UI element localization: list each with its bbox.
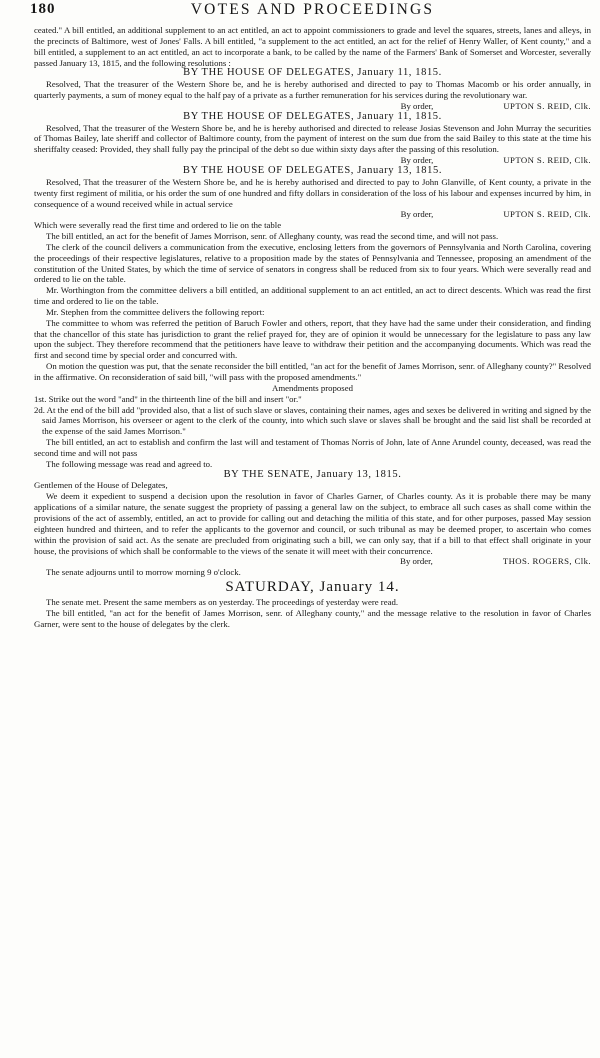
by-order-label: By order, [400, 556, 433, 567]
paragraph: On motion the question was put, that the senate reconsider the bill entitled, "an act for the benefit of James Morrison, senr. of Alleghany county?" Resolved in the affirmative. On reconsideration of said bill, "will pass with the proposed amendments." [34, 361, 591, 382]
paragraph: The committee to whom was referred the petition of Baruch Fowler and others, report, that they have had the same under their consideration, and finding that the chancellor of this state has jurisdiction to grant the relief prayed for, they are of opinion it would be unnecessary for the legislature to pass any law upon the subject. They therefore recommend that the petitioners have leave to withdraw their petition and the accompanying documents. Which was read the first and second time by special order and concurred with. [34, 317, 591, 361]
paragraph: The bill entitled, an act for the benefit of James Morrison, senr. of Alleghany county, was read the second time, and will not pass. [46, 231, 499, 242]
paragraph: The following message was read and agreed to. [46, 458, 213, 469]
paragraph: The senate met. Present the same members as on yesterday. The proceedings of yesterday were read. [46, 597, 399, 608]
amendment-item: 2d. At the end of the bill add "provided also, that a list of such slave or slaves, containing their names, ages and sexes be delivered in writing and signed by the said James Morrison, his overseer or agent to the clerk of the county, into which such slave or slaves shall be brought and the said list shall be recorded at the expense of the said James Morrison." [34, 404, 591, 437]
clerk-name: UPTON S. REID, Clk. [503, 155, 591, 166]
clerk-name: UPTON S. REID, Clk. [503, 209, 591, 220]
paragraph: Mr. Worthington from the committee delivers a bill entitled, an additional supplement to an act entitled, an act to direct descents. Which was read the first time and ordered to lie on the table. [34, 285, 591, 307]
amendment-item: 1st. Strike out the word "and" in the thirteenth line of the bill and insert "or." [34, 393, 302, 404]
paragraph: Resolved, That the treasurer of the Western Shore be, and he is hereby authorised and directed to pay to John Glanville, of Kent county, a private in the twenty first regiment of militia, or his order the sum of one hundred and fifty dollars in consideration of the loss of his labour and expenses incurred by him, in consequence of a wound received while in actual service [34, 176, 591, 209]
paragraph: We deem it expedient to suspend a decision upon the resolution in favor of Charles Garner, of Charles county. As it is probable there may be many applications of a similar nature, the senate suggest the propriety of passing a general law on the subject, to embrace all such cases as shall come within the provisions of the act of assembly, entitled, an act to provide for calling out and detaching the militia of this state, and for other purposes, passed May session eighteen hundred and thirteen, and to refer the applicants to the governor and council, or such tribunal as may be deemed proper, to ascertain who comes within the provision of said act. As the senate are precluded from originating such a bill, we can only say, that if a bill to that effect shall originate in your house, the provisions of which shall be conformable to the views of the senate it will meet with their concurrence. [34, 491, 591, 556]
subheading: Amendments proposed [272, 382, 353, 393]
paragraph: The clerk of the council delivers a communication from the executive, enclosing letters from the governors of Pennsylvania and North Carolina, covering the proceedings of their respective legislatures, relative to a proposition made by the states of Pennsylvania and Tennessee, proposing an amendment of the constitution of the United States, by which the time of service of senators in congress shall be reduced from six to four years. Which were severally read and ordered to lie on the table. [34, 241, 591, 285]
paragraph: Gentlemen of the House of Delegates, [34, 480, 168, 491]
day-heading: SATURDAY, January 14. [225, 579, 400, 596]
section-heading: BY THE HOUSE OF DELEGATES, January 13, 1815. [182, 164, 443, 176]
section-heading: BY THE SENATE, January 13, 1815. [223, 468, 402, 480]
document-body [34, 25, 591, 630]
signature-line [34, 556, 591, 567]
signature-line [34, 209, 591, 220]
by-order-label: By order, [400, 209, 434, 220]
clerk-name: UPTON S. REID, Clk. [503, 100, 591, 111]
paragraph: The bill entitled, "an act for the benefit of James Morrison, senr. of Alleghany county," and the message relative to the resolution in favor of Charles Garner, were sent to the house of delegates by the clerk. [34, 607, 591, 629]
paragraph: Which were severally read the first time and ordered to lie on the table [34, 220, 282, 231]
section-heading: BY THE HOUSE OF DELEGATES, January 11, 1815. [183, 110, 442, 122]
by-order-label: By order, [400, 155, 434, 166]
paragraph: The bill entitled, an act to establish and confirm the last will and testament of Thomas Norris of John, late of Anne Arundel county, deceased, was read the second time and will not pass [34, 437, 591, 458]
paragraph: The senate adjourns until to morrow morning 9 o'clock. [46, 567, 241, 578]
paragraph: Mr. Stephen from the committee delivers the following report: [46, 306, 265, 317]
page-number: 180 [30, 1, 56, 17]
clerk-name: THOS. ROGERS, Clk. [502, 556, 591, 567]
page-header [30, 1, 591, 25]
paragraph: ceated." A bill entitled, an additional supplement to an act entitled, an act to appoint commissioners to grade and level the squares, streets, lanes and alleys, in the precincts of Baltimore, west of Jones' Falls. A bill entitled, "a supplement to the act entitled, an act for the relief of Henry Waller, of Kent county," and a bill entitled, a supplement to an act entitled, an act to incorporate a bank, to be called by the name of the Farmers' Bank of Somerset and Worcester, severally passed January 13, 1815, and the following resolutions : [34, 25, 591, 68]
section-heading: BY THE HOUSE OF DELEGATES, January 11, 1815. [183, 67, 442, 79]
paragraph: Resolved, That the treasurer of the Western Shore be, and he is hereby authorised and directed to release Josias Stevenson and John Murray the securities of Thomas Bailey, late sheriff and collector of Baltimore county, from the payment of interest on the sum due from the said Bailey to this state at the time his sheriffalty ceased: Provided, they shall fully pay the principal of the debt so due within sixty days after the passing of this resolution. [34, 122, 591, 155]
by-order-label: By order, [400, 100, 434, 111]
page-title: VOTES AND PROCEEDINGS [190, 1, 435, 18]
paragraph: Resolved, That the treasurer of the Western Shore be, and he is hereby authorised and directed to pay to Thomas Macomb or his order annually, in quarterly payments, a sum of money equal to the half pay of a private as a further remuneration for his services during the revolutionary war. [34, 79, 591, 101]
